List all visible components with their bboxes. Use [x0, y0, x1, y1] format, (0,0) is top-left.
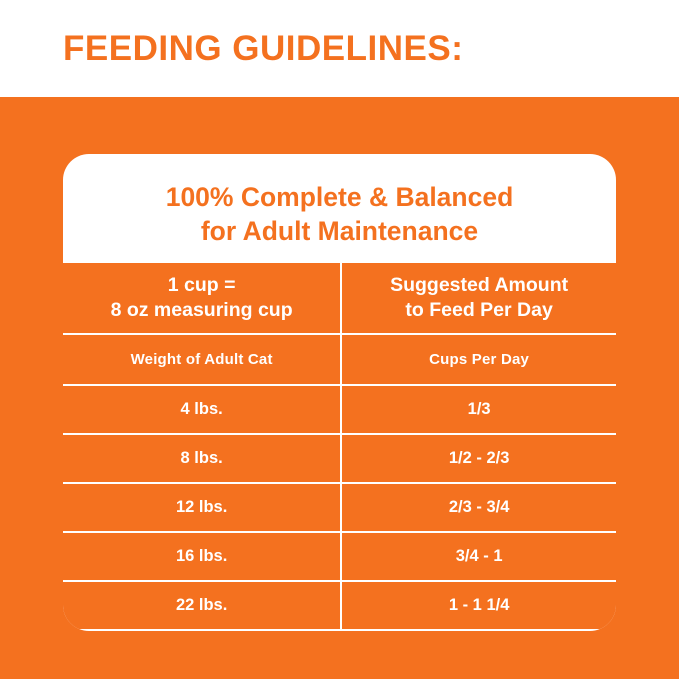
cell-cups: 1/2 - 2/3	[448, 449, 510, 467]
orange-background-panel	[0, 97, 679, 679]
banner-cell-suggested	[342, 263, 616, 333]
table-row	[63, 482, 616, 531]
cell-weight: 22 lbs.	[63, 582, 342, 629]
table-header-row	[63, 333, 616, 384]
cell-weight: 12 lbs.	[63, 484, 342, 531]
table-row	[63, 433, 616, 482]
card-title-line-1: 100% Complete & Balanced	[165, 182, 514, 212]
banner-suggested-line-1: Suggested Amount	[390, 274, 569, 297]
banner-cell-measure	[63, 263, 342, 333]
table-banner-row	[63, 263, 616, 333]
cell-cups: 2/3 - 3/4	[448, 498, 510, 516]
cell-cups: 1 - 1 1/4	[448, 596, 510, 614]
table-row	[63, 580, 616, 629]
column-header-cups: Cups Per Day	[429, 351, 530, 368]
table-row	[63, 384, 616, 433]
banner-measure-line-2: 8 oz measuring cup	[110, 299, 293, 321]
column-header-weight: Weight of Adult Cat	[63, 335, 342, 384]
cell-cups: 3/4 - 1	[455, 547, 503, 565]
banner-measure-line-1: 1 cup =	[167, 274, 236, 297]
feeding-chart-card	[63, 154, 616, 631]
page-header	[0, 0, 679, 97]
cell-cups: 1/3	[467, 400, 491, 418]
feeding-table	[63, 263, 616, 631]
cell-weight: 16 lbs.	[63, 533, 342, 580]
table-row	[63, 531, 616, 580]
cell-weight: 4 lbs.	[63, 386, 342, 433]
card-title-line-2: for Adult Maintenance	[200, 216, 479, 247]
cell-weight: 8 lbs.	[63, 435, 342, 482]
card-title	[63, 154, 616, 267]
banner-suggested-line-2: to Feed Per Day	[405, 299, 553, 321]
page-title: FEEDING GUIDELINES:	[63, 29, 464, 68]
